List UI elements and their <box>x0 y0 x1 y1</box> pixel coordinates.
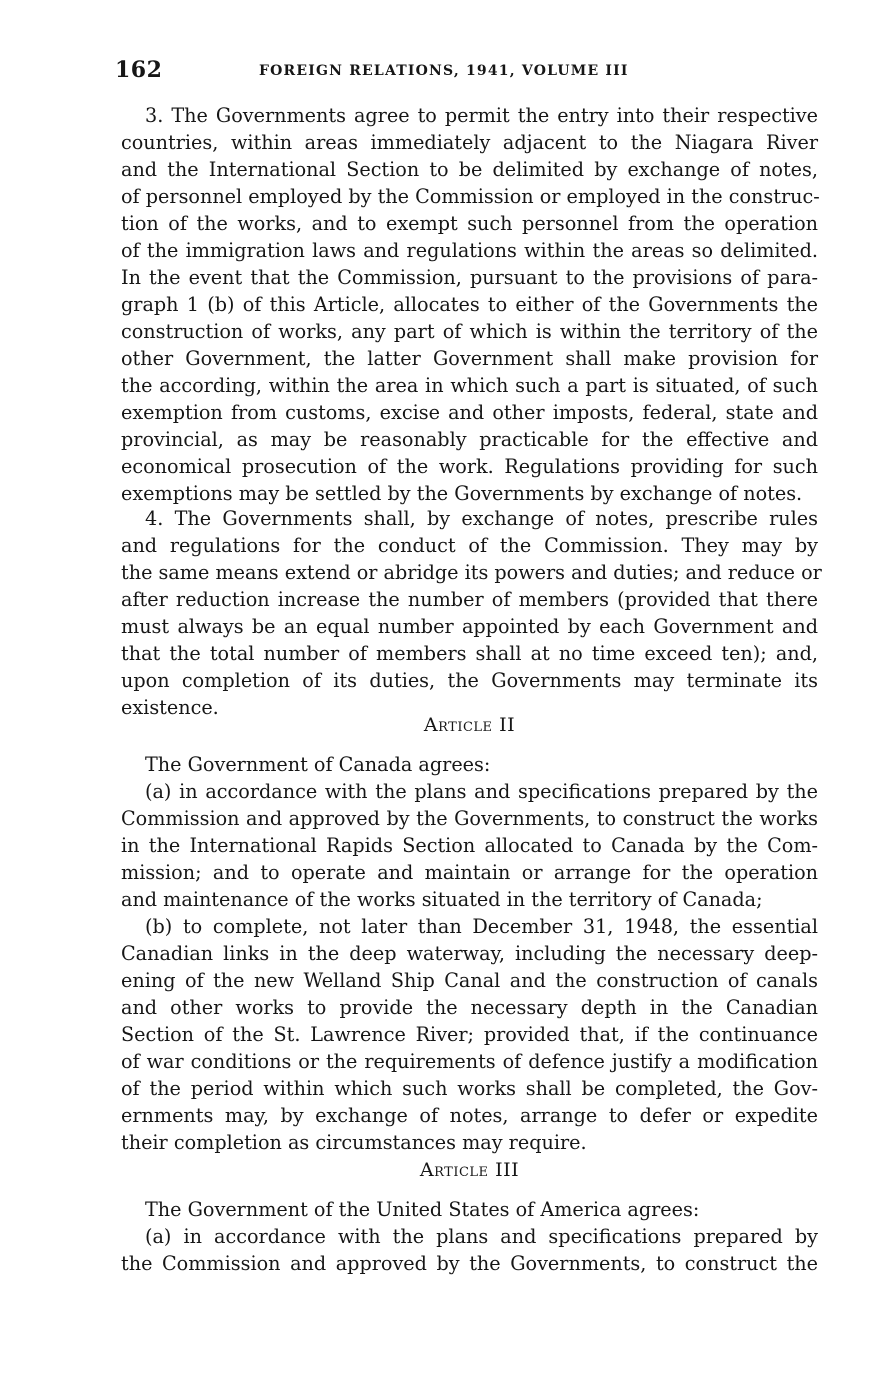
text-line: other Government, the latter Government shall make provision for <box>121 347 818 370</box>
text-line: of the period within which such works shall be completed, the Gov- <box>121 1077 818 1100</box>
text-line: mission; and to operate and maintain or arrange for the operation <box>121 861 818 884</box>
text-line: (a) in accordance with the plans and specifications prepared by the <box>145 780 818 803</box>
article-2-heading: Article II <box>423 714 516 736</box>
text-line: In the event that the Commission, pursuant to the provisions of para- <box>121 266 818 289</box>
text-line: provincial, as may be reasonably practicable for the effective and <box>121 428 818 451</box>
text-line: exemption from customs, excise and other imposts, federal, state and <box>121 401 818 424</box>
article-3-intro: The Government of the United States of America agrees: <box>145 1198 700 1221</box>
text-line: that the total number of members shall at no time exceed ten); and, <box>121 642 818 665</box>
text-line: ening of the new Welland Ship Canal and the construction of canals <box>121 969 818 992</box>
text-line: must always be an equal number appointed by each Government and <box>121 615 818 638</box>
text-line: Commission and approved by the Governments, to construct the works <box>121 807 818 830</box>
text-line: ernments may, by exchange of notes, arrange to defer or expedite <box>121 1104 818 1127</box>
text-line: countries, within areas immediately adjacent to the Niagara River <box>121 131 818 154</box>
running-head: FOREIGN RELATIONS, 1941, VOLUME III <box>259 63 629 79</box>
page-number: 162 <box>115 57 163 83</box>
text-line: in the International Rapids Section allocated to Canada by the Com- <box>121 834 818 857</box>
text-line: exemptions may be settled by the Governments by exchange of notes. <box>121 482 803 505</box>
text-line: the same means extend or abridge its powers and duties; and reduce or <box>121 561 822 584</box>
text-line: Canadian links in the deep waterway, including the necessary deep- <box>121 942 818 965</box>
text-line: (a) in accordance with the plans and specifications prepared by <box>145 1225 818 1248</box>
text-line: and regulations for the conduct of the Commission. They may by <box>121 534 818 557</box>
text-line: (b) to complete, not later than December 31, 1948, the essential <box>145 915 818 938</box>
page-header <box>115 57 815 89</box>
text-line: their completion as circumstances may require. <box>121 1131 587 1154</box>
text-line: existence. <box>121 696 219 719</box>
article-2-intro: The Government of Canada agrees: <box>145 753 491 776</box>
article-3-body <box>121 1196 818 1277</box>
article-3-heading: Article III <box>419 1159 520 1181</box>
paragraph-3 <box>121 102 818 507</box>
text-line: Section of the St. Lawrence River; provided that, if the continuance <box>121 1023 818 1046</box>
text-line: tion of the works, and to exempt such personnel from the operation <box>121 212 818 235</box>
text-line: the Commission and approved by the Governments, to construct the <box>121 1252 818 1275</box>
text-line: upon completion of its duties, the Governments may terminate its <box>121 669 818 692</box>
text-line: construction of works, any part of which is within the territory of the <box>121 320 818 343</box>
paragraph-4 <box>121 505 822 721</box>
text-line: and the International Section to be delimited by exchange of notes, <box>121 158 818 181</box>
text-line: of personnel employed by the Commission or employed in the construc- <box>121 185 820 208</box>
text-line: and maintenance of the works situated in the territory of Canada; <box>121 888 763 911</box>
text-line: the according, within the area in which such a part is situated, of such <box>121 374 818 397</box>
text-line: economical prosecution of the work. Regulations providing for such <box>121 455 818 478</box>
text-line: after reduction increase the number of members (provided that there <box>121 588 818 611</box>
text-line: of the immigration laws and regulations within the areas so delimited. <box>121 239 818 262</box>
article-2-body <box>121 751 818 1156</box>
text-line: 3. The Governments agree to permit the entry into their respective <box>145 104 818 127</box>
text-line: 4. The Governments shall, by exchange of notes, prescribe rules <box>145 507 818 530</box>
text-line: and other works to provide the necessary depth in the Canadian <box>121 996 818 1019</box>
text-line: graph 1 (b) of this Article, allocates to either of the Governments the <box>121 293 818 316</box>
text-line: of war conditions or the requirements of defence justify a modification <box>121 1050 818 1073</box>
